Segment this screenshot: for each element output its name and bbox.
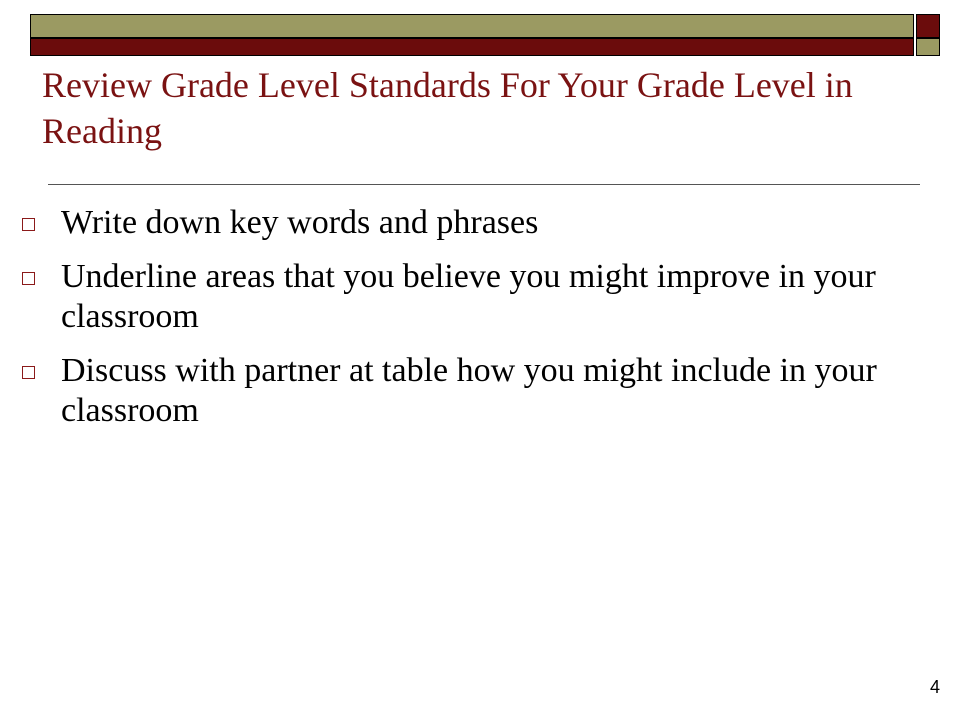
bullet-text: Discuss with partner at table how you might include in your classroom xyxy=(61,352,877,429)
header-square-maroon xyxy=(916,14,940,38)
slide-title: Review Grade Level Standards For Your Grade Level in Reading xyxy=(42,65,853,151)
bullet-list xyxy=(18,203,898,445)
hollow-square-bullet-icon xyxy=(22,366,35,379)
bullet-item xyxy=(18,203,898,243)
header-square-olive xyxy=(916,38,940,56)
bullet-text: Underline areas that you believe you might improve in your classroom xyxy=(61,258,876,335)
header-bar-maroon xyxy=(30,38,914,56)
hollow-square-bullet-icon xyxy=(22,272,35,285)
bullet-item xyxy=(18,257,898,337)
page-number: 4 xyxy=(929,677,940,697)
hollow-square-bullet-icon xyxy=(22,218,35,231)
bullet-item xyxy=(18,351,898,431)
title-divider xyxy=(48,184,920,185)
bullet-text: Write down key words and phrases xyxy=(61,204,539,241)
header-bar-olive xyxy=(30,14,914,38)
